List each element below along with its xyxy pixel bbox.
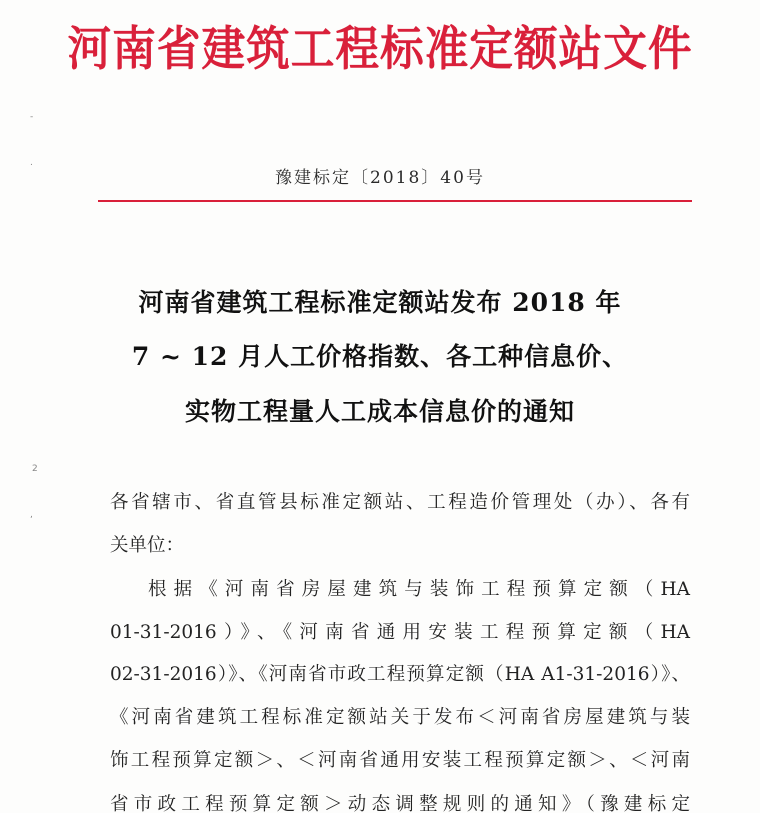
document-number: 豫建标定〔2018〕40号: [275, 168, 485, 188]
header-rule: [98, 200, 692, 202]
scan-mark: 2: [32, 464, 38, 474]
document-title-line: 7 ~ 12 月人工价格指数、各工种信息价、: [131, 342, 629, 371]
body-text-line: 各省辖市、省直管县标准定额站、工程造价管理处（办）、各有: [110, 492, 690, 513]
document-masthead: 河南省建筑工程标准定额站文件: [67, 22, 693, 77]
scan-mark: .: [30, 158, 33, 168]
scan-mark: ,: [30, 510, 33, 520]
body-text-line: 《河南省建筑工程标准定额站关于发布＜河南省房屋建筑与装: [110, 707, 690, 728]
body-text-line: 根据《河南省房屋建筑与装饰工程预算定额（HA: [148, 579, 690, 600]
body-text-line: 02-31-2016）》、《河南省市政工程预算定额（HA A1-31-2016）》、: [110, 664, 690, 685]
scan-mark: -: [30, 112, 34, 122]
body-text-line: 关单位：: [110, 535, 185, 556]
body-text-line: 省市政工程预算定额＞动态调整规则的通知》（豫建标定: [110, 794, 690, 813]
document-title-line: 实物工程量人工成本信息价的通知: [184, 397, 575, 426]
body-text-line: 01-31-2016）》、《河南省通用安装工程预算定额（HA: [110, 622, 690, 643]
body-text-line: 饰工程预算定额＞、＜河南省通用安装工程预算定额＞、＜河南: [110, 750, 690, 771]
document-title-line: 河南省建筑工程标准定额站发布 2018 年: [138, 288, 622, 317]
